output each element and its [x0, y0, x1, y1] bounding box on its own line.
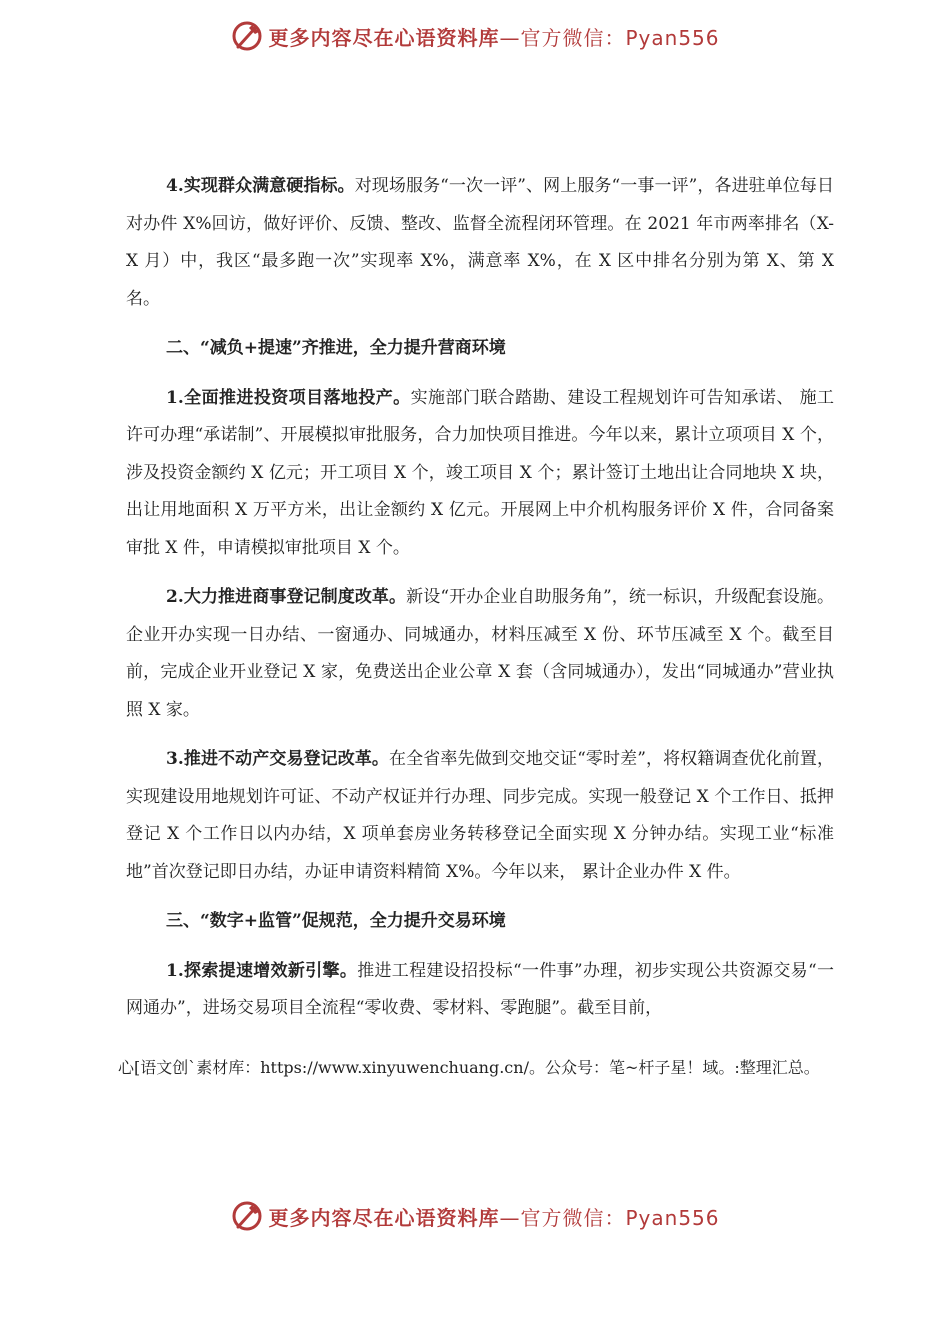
section-heading: 三、“数字+监管”促规范，全力提升交易环境 [166, 911, 506, 931]
paragraph-lead: 4.实现群众满意硬指标。 [166, 176, 355, 196]
banner-text [268, 22, 719, 51]
paragraph-body: 对现场服务“一次一评”、网上服务“一事一评”，各进驻单位每日对办件 X%回访，做好评价、反馈、整改、监督全流程闭环管理。在 2021 年市两率排名（X-X 月）中，我区“最多跑一次”实现率 X%，满意率 X%，在 X 区中排名分别为第 X、第 X 名。 [126, 176, 835, 309]
banner-wechat-id: Pyan556 [625, 1205, 720, 1230]
banner-title: 更多内容尽在心语资料库 [268, 1205, 500, 1230]
banner-subtitle: 官方微信： [520, 1205, 626, 1230]
banner-text [268, 1202, 719, 1231]
paragraph-body: 新设“开办企业自助服务角”，统一标识，升级配套设施。企业开办实现一日办结、一窗通办、同城通办，材料压减至 X 份、环节压减至 X 个。截至目前，完成企业开业登记 X 家，免费送出企业公章 X 套（含同城通办），发出“同城通办”营业执照 X 家。 [126, 587, 834, 720]
paragraph-body: 推进工程建设招投标“一件事”办理，初步实现公共资源交易“一网通办”，进场交易项目全流程“零收费、零材料、零跑腿”。截至目前， [126, 960, 834, 1018]
source-note: 心[语文创`素材库：https://www.xinyuwenchuang.cn/。公众号：笔~杆子星！域。:整理汇总。 [118, 1058, 820, 1077]
footer-banner [0, 1196, 950, 1236]
header-banner [0, 16, 950, 56]
paragraph-lead: 2.大力推进商事登记制度改革。 [166, 587, 407, 607]
paragraph-body: 在全省率先做到交地交证“零时差”，将权籍调查优化前置，实现建设用地规划许可证、不动产权证并行办理、同步完成。实现一般登记 X 个工作日、抵押登记 X 个工作日以内办结，X 项单套房业务转移登记全面实现 X 分钟办结。实现工业“标准地”首次登记即日办结，办证申请资料精简 X%。今年以来， 累计企业办件 X 件。 [126, 749, 835, 882]
banner-dash: — [499, 25, 521, 50]
paragraph-lead: 1.探索提速增效新引擎。 [166, 960, 358, 981]
paragraph [126, 380, 834, 568]
paragraph [126, 168, 834, 318]
paragraph [126, 579, 834, 729]
paragraph-lead: 3.推进不动产交易登记改革。 [166, 749, 390, 769]
banner-subtitle: 官方微信： [520, 25, 626, 50]
banner-title: 更多内容尽在心语资料库 [268, 25, 500, 50]
document-body [126, 168, 834, 1040]
paragraph [126, 953, 834, 1028]
paragraph [126, 741, 834, 891]
banner-dash: — [499, 1205, 521, 1230]
pen-logo-icon [230, 19, 264, 53]
pen-logo-icon [230, 1199, 264, 1233]
paragraph-body: 实施部门联合踏勘、建设工程规划许可告知承诺、 施工许可办理“承诺制”、开展模拟审批服务，合力加快项目推进。今年以来，累计立项项目 X 个，涉及投资金额约 X 亿元；开工项目 X 个，竣工项目 X 个；累计签订土地出让合同地块 X 块，出让用地面积 X 万平方米，出让金额约 X 亿元。开展网上中介机构服务评价 X 件，合同备案审批 X 件，申请模拟审批项目 X 个。 [126, 387, 835, 558]
section-heading: 二、“减负+提速”齐推进，全力提升营商环境 [166, 338, 506, 358]
banner-wechat-id: Pyan556 [625, 25, 720, 50]
paragraph-lead: 1.全面推进投资项目落地投产。 [166, 387, 411, 408]
